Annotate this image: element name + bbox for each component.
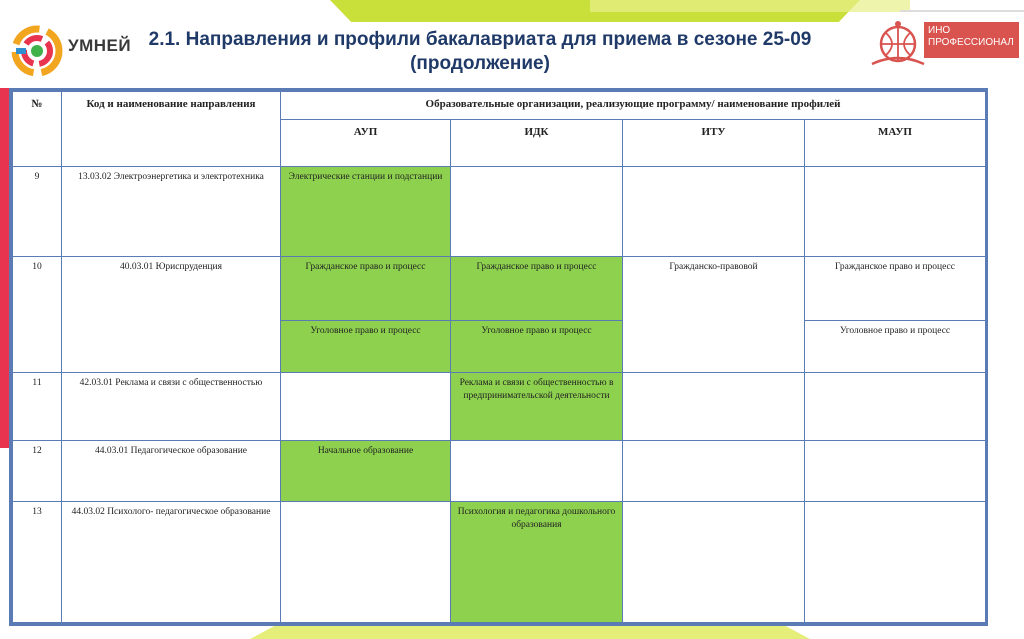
cell-aup: Гражданское право и процесс <box>281 257 451 321</box>
row-num: 9 <box>13 167 62 257</box>
cell-itu: Гражданско-правовой <box>623 257 805 373</box>
title-line-1: 2.1. Направления и профили бакалавриата для приема в сезоне 25-09 <box>148 29 812 50</box>
umney-logo-icon <box>10 24 64 78</box>
cell-maup <box>805 167 986 257</box>
cell-aup: Уголовное право и процесс <box>281 321 451 373</box>
table-row <box>13 441 986 502</box>
header-orgs: Образовательные организации, реализующие программу/ наименование профилей <box>281 92 986 120</box>
row-direction: 42.03.01 Реклама и связи с общественностью <box>62 373 281 441</box>
table-row <box>13 373 986 441</box>
ino-logo-icon <box>868 18 928 68</box>
programs-table <box>9 88 988 626</box>
header-aup: АУП <box>281 120 451 167</box>
decor-left-accent <box>0 88 9 448</box>
cell-idk: Уголовное право и процесс <box>451 321 623 373</box>
cell-maup <box>805 373 986 441</box>
cell-maup <box>805 441 986 502</box>
header-direction: Код и наименование направления <box>62 92 281 167</box>
cell-itu <box>623 167 805 257</box>
header-itu: ИТУ <box>623 120 805 167</box>
logo-left-text: УМНЕЙ <box>68 36 132 55</box>
row-num: 12 <box>13 441 62 502</box>
cell-itu <box>623 502 805 623</box>
cell-idk: Гражданское право и процесс <box>451 257 623 321</box>
row-direction: 40.03.01 Юриспруденция <box>62 257 281 373</box>
logo-right-line2: ПРОФЕССИОНАЛ <box>928 37 1014 48</box>
row-direction: 44.03.02 Психолого- педагогическое образование <box>62 502 281 623</box>
decor-stripe-top-light <box>590 0 910 12</box>
cell-maup: Уголовное право и процесс <box>805 321 986 373</box>
row-direction: 13.03.02 Электроэнергетика и электротехника <box>62 167 281 257</box>
row-num: 10 <box>13 257 62 373</box>
cell-itu <box>623 373 805 441</box>
logo-right-line1: ИНО <box>928 25 951 36</box>
cell-aup <box>281 373 451 441</box>
cell-idk: Реклама и связи с общественностью в предпринимательской деятельности <box>451 373 623 441</box>
cell-aup <box>281 502 451 623</box>
table-row <box>13 167 986 257</box>
row-num: 13 <box>13 502 62 623</box>
table-row <box>13 502 986 623</box>
row-num: 11 <box>13 373 62 441</box>
cell-idk <box>451 167 623 257</box>
cell-itu <box>623 441 805 502</box>
page-title <box>120 28 840 76</box>
cell-aup: Начальное образование <box>281 441 451 502</box>
logo-right-badge <box>924 22 1019 58</box>
header-maup: МАУП <box>805 120 986 167</box>
cell-idk: Психология и педагогика дошкольного образования <box>451 502 623 623</box>
cell-aup: Электрические станции и подстанции <box>281 167 451 257</box>
title-line-2: (продолжение) <box>410 53 550 74</box>
decor-line <box>900 10 1024 12</box>
table-row <box>13 257 986 321</box>
cell-idk <box>451 441 623 502</box>
header-num: № <box>13 92 62 167</box>
row-direction: 44.03.01 Педагогическое образование <box>62 441 281 502</box>
cell-maup <box>805 502 986 623</box>
header-idk: ИДК <box>451 120 623 167</box>
cell-maup: Гражданское право и процесс <box>805 257 986 321</box>
